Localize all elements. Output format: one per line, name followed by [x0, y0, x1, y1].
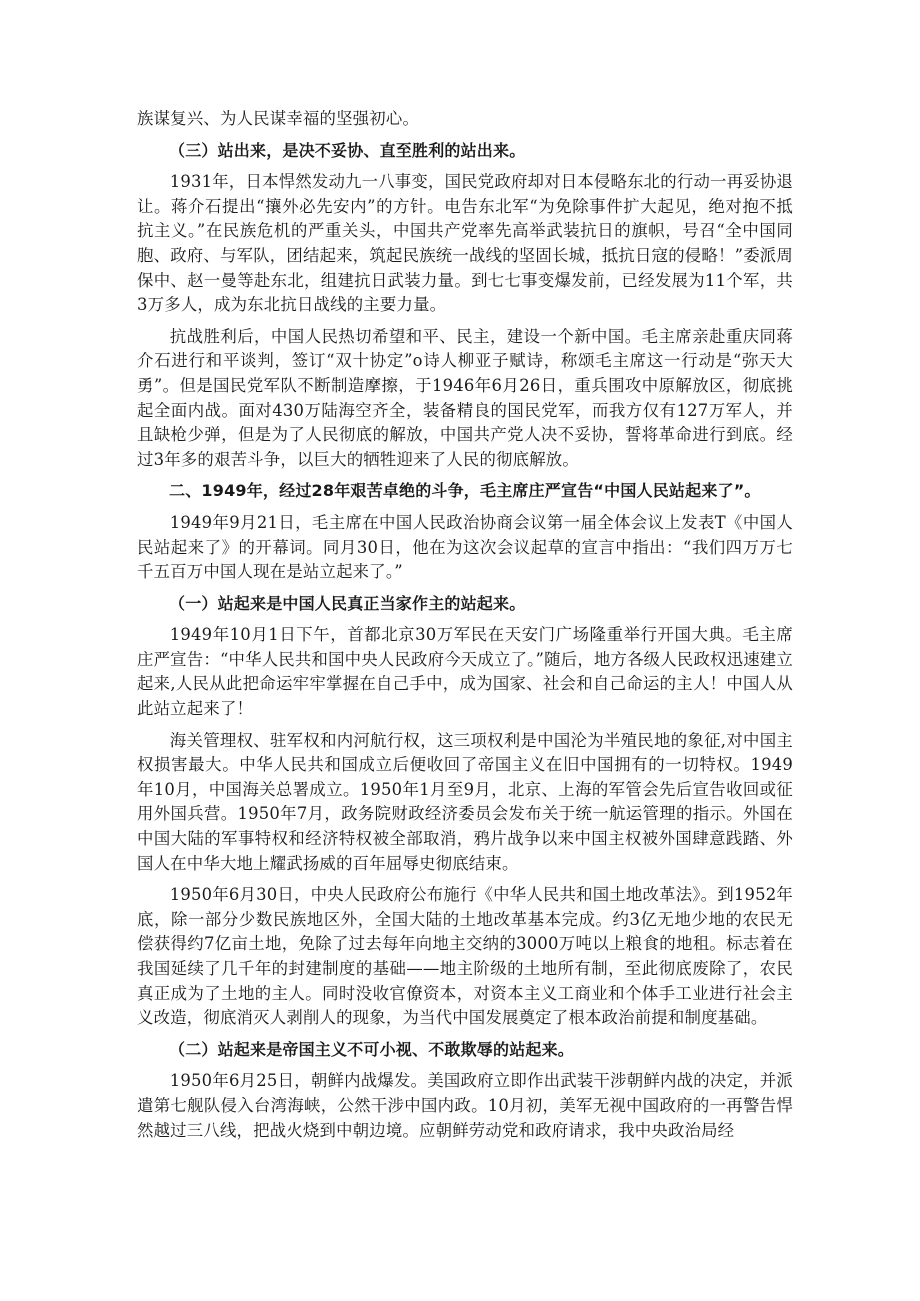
paragraph-continuation: 族谋复兴、为人民谋幸福的坚强初心。 [137, 109, 420, 128]
paragraph: 抗战胜利后，中国人民热切希望和平、民主，建设一个新中国。毛主席亲赴重庆同蒋介石进行和平谈判，签订“双十协定”o诗人柳亚子赋诗，称颂毛主席这一行动是“弥天大勇”。但是国民党军队不断制造摩擦，于1946年6月26日，重兵围攻中原解放区，彻底挑起全面内战。面对430万陆海空齐全，装备精良的国民党军，而我方仅有127万军人，并且缺枪少弹，但是为了人民彻底的解放，中国共产党人决不妥协，誓将革命进行到底。经过3年多的艰苦斗争，以巨大的牺牲迎来了人民的彻底解放。 [137, 326, 793, 469]
section-heading-1: （一）站起来是中国人民真正当家作主的站起来。 [169, 593, 526, 613]
paragraph: 海关管理权、驻军权和内河航行权，这三项权利是中国沦为半殖民地的象征,对中国主权损害最大。中华人民共和国成立后便收回了帝国主义在旧中国拥有的一切特权。1949年10月，中国海关总署成立。1950年1月至9月，北京、上海的军管会先后宣告收回或征用外国兵营。1950年7月，政务院财政经济委员会发布关于统一航运管理的指示。外国在中国大陆的军事特权和经济特权被全部取消，鸦片战争以来中国主权被外国肆意践踏、外国人在中华大地上耀武扬威的百年屈辱史彻底结束。 [137, 730, 793, 873]
paragraph: 1931年，日本悍然发动九一八事变，国民党政府却对日本侵略东北的行动一再妥协退让。蒋介石提出“攘外必先安内”的方针。电告东北军“为免除事件扩大起见，绝对抱不抵抗主义。”在民族危机的严重关头，中国共产党率先高举武装抗日的旗帜，号召“全中国同胞、政府、与军队，团结起来，筑起民族统一战线的坚固长城，抵抗日寇的侵略！”委派周保中、赵一曼等赴东北，组建抗日武装力量。到七七事变爆发前，已经发展为11个军，共3万多人，成为东北抗日战线的主要力量。 [137, 172, 793, 315]
paragraph: 1950年6月30日，中央人民政府公布施行《中华人民共和国土地改革法》。到1952年底，除一部分少数民族地区外，全国大陆的土地改革基本完成。约3亿无地少地的农民无偿获得约7亿亩土地，免除了过去每年向地主交纳的3000万吨以上粮食的地租。标志着在我国延续了几千年的封建制度的基础——地主阶级的土地所有制，至此彻底废除了，农民真正成为了土地的主人。同时没收官僚资本，对资本主义工商业和个体手工业进行社会主义改造，彻底消灭人剥削人的现象，为当代中国发展奠定了根本政治前提和制度基础。 [137, 885, 793, 1028]
paragraph: 1950年6月25日，朝鲜内战爆发。美国政府立即作出武装干涉朝鲜内战的决定，并派遣第七舰队侵入台湾海峡，公然干涉中国内政。10月初，美军无视中国政府的一再警告悍然越过三八线，把战火烧到中朝边境。应朝鲜劳动党和政府请求，我中央政治局经 [137, 1071, 793, 1140]
paragraph: 1949年10月1日下午，首都北京30万军民在天安门广场隆重举行开国大典。毛主席庄严宣告：“中华人民共和国中央人民政府今天成立了。”随后，地方各级人民政权迅速建立起来,人民从此把命运牢牢掌握在自己手中，成为国家、社会和自己命运的主人！中国人从此站立起来了！ [137, 625, 793, 719]
section-heading-2: （二）站起来是帝国主义不可小视、不敢欺辱的站起来。 [169, 1039, 575, 1059]
document-page [137, 107, 793, 1150]
section-heading-3: （三）站出来，是决不妥协、直至胜利的站出来。 [169, 140, 526, 160]
chapter-heading-2: 二、1949年，经过28年艰苦卓绝的斗争，毛主席庄严宣告“中国人民站起来了”。 [169, 481, 761, 501]
paragraph: 1949年9月21日，毛主席在中国人民政治协商会议第一届全体会议上发表T《中国人民站起来了》的开幕词。同月30日，他在为这次会议起草的宣言中指出：“我们四万万七千五百万中国人现在是站立起来了。” [137, 512, 793, 582]
